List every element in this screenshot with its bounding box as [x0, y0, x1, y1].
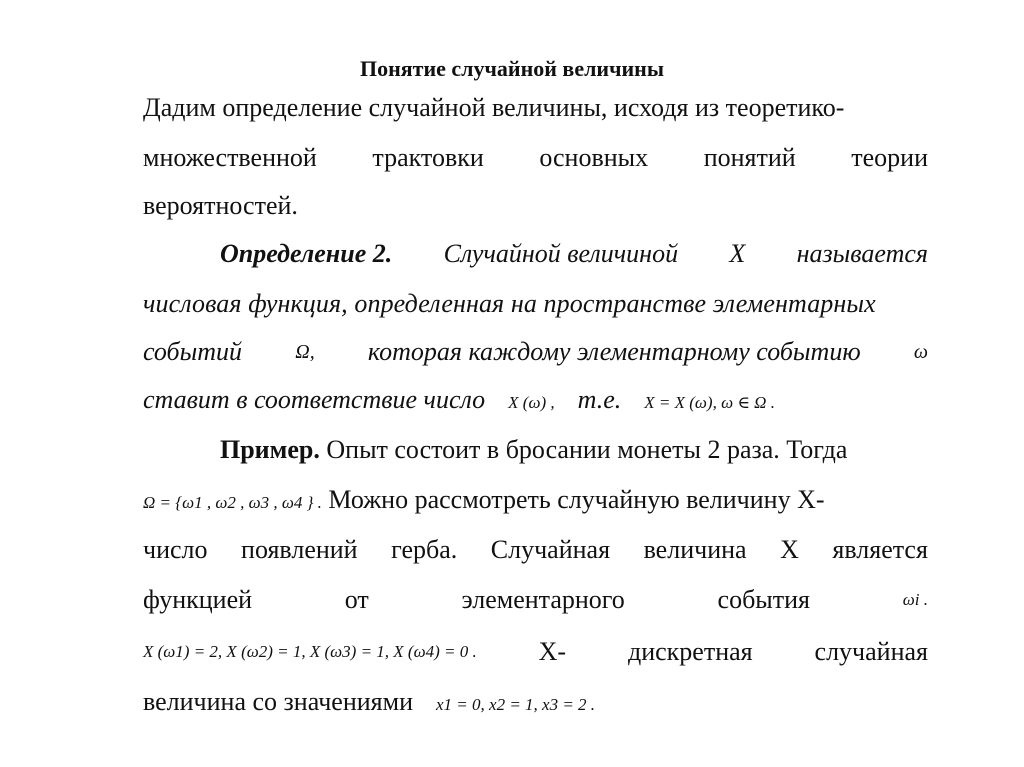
example-word: величина [643, 535, 747, 564]
example-word: герба. [391, 535, 458, 564]
example-line-5 [143, 636, 928, 668]
formula-omega-set: Ω = {ω1 , ω2 , ω3 , ω4 } . [143, 493, 322, 512]
intro-word: теории [851, 143, 928, 172]
formula-x-discrete-values: x1 = 0, x2 = 1, x3 = 2 . [436, 695, 596, 714]
example-word: число [143, 535, 208, 564]
definition-variable: X [729, 239, 746, 268]
intro-line-1: Дадим определение случайной величины, исходя из теоретико- [143, 93, 845, 122]
example-line-4 [143, 584, 928, 616]
example-word: события [717, 585, 811, 614]
omega-set-symbol: Ω, [295, 341, 315, 363]
intro-line-3: вероятностей. [143, 191, 298, 220]
example-word: Х- [538, 637, 567, 666]
formula-x-mapping: X = X (ω), ω ∈ Ω . [644, 393, 775, 412]
example-text: Опыт состоит в бросании монеты 2 раза. Тогда [326, 435, 848, 464]
example-line-2 [143, 484, 928, 519]
intro-word: основных [539, 143, 649, 172]
example-line-6 [143, 686, 928, 721]
intro-word: множественной [143, 143, 317, 172]
definition-heading: Определение 2. [220, 239, 393, 268]
intro-word: понятий [703, 143, 796, 172]
intro-word: трактовки [372, 143, 484, 172]
example-word: элементарного [461, 585, 625, 614]
definition-line-1 [220, 238, 928, 270]
example-word: от [344, 585, 369, 614]
omega-symbol: ω [913, 341, 928, 363]
formula-x-omega: X (ω) , [508, 393, 555, 412]
example-word: Случайная [490, 535, 611, 564]
example-word: является [832, 535, 928, 564]
definition-text: называется [796, 239, 928, 268]
definition-line-2: числовая функция, определенная на пространстве элементарных [143, 289, 876, 318]
formula-omega-i: ωi . [902, 590, 928, 609]
example-word: функцией [143, 585, 253, 614]
example-line-3 [143, 534, 928, 566]
definition-text: ставит в соответствие число [143, 385, 486, 414]
page-title: Понятие случайной величины [359, 56, 665, 81]
definition-text: т.е. [577, 385, 622, 414]
example-word: Х [780, 535, 799, 564]
definition-text: событий [143, 337, 243, 366]
example-heading: Пример. [220, 435, 320, 464]
example-word: дискретная [627, 637, 753, 666]
formula-x-values: X (ω1) = 2, X (ω2) = 1, X (ω3) = 1, X (ω4) = 0 . [143, 642, 477, 661]
definition-line-3 [143, 336, 928, 368]
example-line-1 [220, 434, 928, 466]
example-word: случайная [814, 637, 928, 666]
example-text: величина со значениями [143, 687, 413, 716]
example-word: появлений [241, 535, 358, 564]
definition-text: которая каждому элементарному событию [367, 337, 861, 366]
definition-line-4 [143, 384, 928, 419]
intro-line-2 [143, 142, 928, 174]
definition-text: Случайной величиной [443, 239, 679, 268]
example-text: Можно рассмотреть случайную величину Х- [328, 485, 825, 514]
